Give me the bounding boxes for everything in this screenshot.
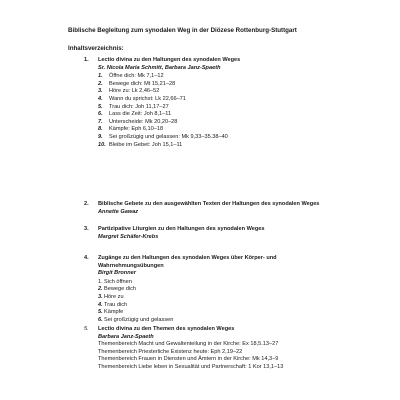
toc-section-1 bbox=[84, 57, 240, 149]
section-heading: Zugänge zu den Haltungen des synodalen Weges über Körper- und bbox=[98, 255, 277, 261]
toc-section-5 bbox=[84, 326, 283, 372]
document-title: Biblische Begleitung zum synodalen Weg in der Diözese Rottenburg-Stuttgart bbox=[68, 27, 297, 34]
list-item: Themenbereich Priesterliche Existenz heute: Eph 2,19–22 bbox=[98, 348, 243, 355]
list-item: 1. Öffne dich: Mk 7,1–12 bbox=[98, 73, 164, 80]
section-number: 5. bbox=[84, 326, 89, 332]
section-heading-continued: Wahrnehmungsübungen bbox=[98, 262, 164, 269]
list-item: 5. Trau dich: Joh 11,17–27 bbox=[98, 103, 169, 110]
list-item: 8. Kämpfe: Eph 6,10–18 bbox=[98, 126, 164, 133]
section-number: 1. bbox=[84, 57, 89, 63]
list-item: 2. Bewege dich: Mt 15,21–28 bbox=[98, 80, 176, 87]
section-author: Barbara Janz-Spaeth bbox=[98, 333, 154, 340]
section-number: 3. bbox=[84, 226, 89, 232]
section-heading: Lectio divina zu den Haltungen des synodalen Weges bbox=[98, 57, 241, 63]
list-item: 1. Sich öffnen bbox=[98, 278, 132, 285]
list-item: 3. Höre zu: Lk 2,46–52 bbox=[98, 88, 160, 95]
section-number: 4. bbox=[84, 255, 89, 261]
section-number: 2. bbox=[84, 201, 89, 207]
list-item: Themenbereich Frauen in Diensten und Ämtern in der Kirche: Mk 14,3–9 bbox=[98, 356, 279, 363]
list-item: 10. Bleibe im Gebet: Joh 15,1–11 bbox=[98, 141, 183, 148]
list-item: 4. Wann du sprichst: Lk 22,66–71 bbox=[98, 95, 186, 102]
list-item: 6. Lass die Zeit: Joh 8,1–11 bbox=[98, 111, 172, 118]
list-item: 9. Sei großzügig und gelassen: Mk 9,33–35.38–40 bbox=[98, 133, 228, 140]
section-heading: Lectio divina zu den Themen des synodalen Weges bbox=[98, 326, 235, 332]
toc-section-3 bbox=[84, 226, 265, 241]
list-item: 5. Kämpfe bbox=[98, 309, 124, 316]
section-author: Sr. Nicola Maria Schmitt, Barbara Janz-Spaeth bbox=[98, 64, 221, 71]
section-author: Annette Gawaz bbox=[98, 208, 139, 215]
toc-heading: Inhaltsverzeichnis: bbox=[68, 45, 124, 52]
section-heading: Partizipative Liturgien zu den Haltungen des synodalen Weges bbox=[98, 226, 265, 232]
list-item: 7. Unterscheide: Mk 20,20–28 bbox=[98, 118, 178, 125]
list-item: Themenbereich Macht und Gewaltenteilung in der Kirche: Ex 18,5.13–27 bbox=[98, 341, 279, 348]
list-item: 3. Höre zu bbox=[98, 293, 124, 300]
list-item: Themenbereich Liebe leben in Sexualität und Partnerschaft: 1 Kor 13,1–13 bbox=[98, 363, 284, 370]
list-item: 4. Trau dich bbox=[98, 301, 128, 308]
toc-section-2 bbox=[84, 201, 319, 216]
section-author: Margret Schäfer-Krebs bbox=[98, 233, 159, 240]
toc-section-4 bbox=[84, 255, 277, 324]
section-heading: Biblische Gebete zu den ausgewählten Texten der Haltungen des synodalen Weges bbox=[98, 201, 320, 207]
list-item: 6. Sei großzügig und gelassen bbox=[98, 316, 174, 323]
list-item: 2. Bewege dich bbox=[98, 286, 137, 293]
section-author: Birgit Bronner bbox=[98, 270, 136, 277]
